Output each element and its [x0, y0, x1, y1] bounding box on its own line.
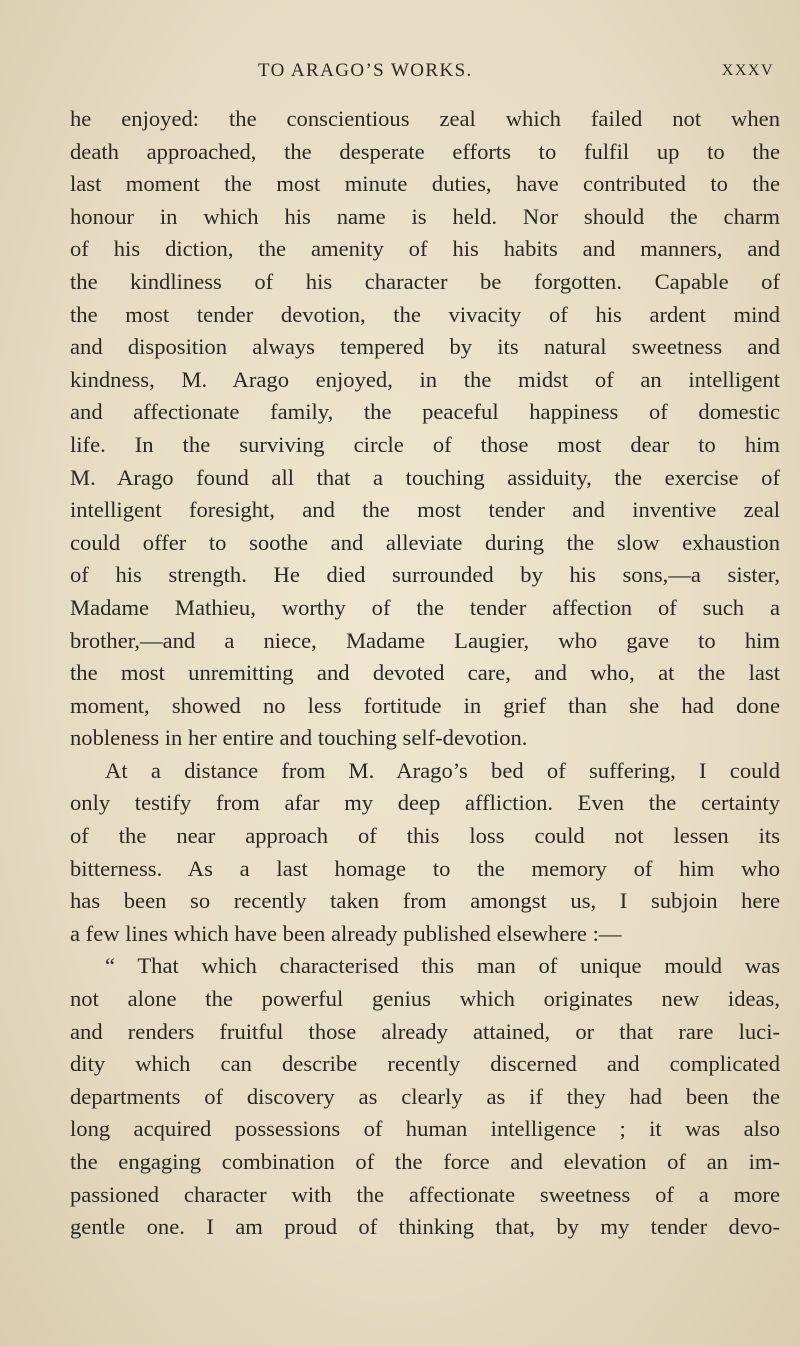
page-header [258, 60, 774, 94]
text-line: last moment the most minute duties, have contributed to the [70, 171, 780, 197]
text-line: the most tender devotion, the vivacity of his ardent mind [70, 301, 780, 327]
text-line: departments of discovery as clearly as if they had been the [70, 1083, 780, 1109]
text-line: of the near approach of this loss could not lessen its [70, 823, 780, 849]
text-line: and renders fruitful those already attained, or that rare luci- [70, 1018, 780, 1044]
text-line: passioned character with the affectionate sweetness of a more [70, 1181, 780, 1207]
text-line: honour in which his name is held. Nor should the charm [70, 203, 780, 229]
text-line: intelligent foresight, and the most tender and inventive zeal [70, 497, 780, 523]
body-text [70, 103, 780, 1244]
text-line: At a distance from M. Arago’s bed of suffering, I could [105, 757, 780, 783]
text-line: a few lines which have been already published elsewhere :— [70, 920, 622, 946]
text-line: the engaging combination of the force and elevation of an im- [70, 1149, 780, 1174]
text-line: bitterness. As a last homage to the memory of him who [70, 855, 780, 881]
text-line: the most unremitting and devoted care, and who, at the last [70, 660, 780, 686]
text-line: long acquired possessions of human intelligence ; it was also [70, 1116, 780, 1142]
text-line: and disposition always tempered by its natural sweetness and [70, 334, 780, 360]
text-line: kindness, M. Arago enjoyed, in the midst of an intelligent [70, 366, 780, 392]
text-line: of his diction, the amenity of his habits and manners, and [70, 236, 780, 262]
page-number: XXXV [721, 62, 774, 79]
text-line: M. Arago found all that a touching assiduity, the exercise of [70, 464, 780, 490]
text-line: not alone the powerful genius which originates new ideas, [70, 986, 780, 1012]
text-line: and affectionate family, the peaceful happiness of domestic [70, 399, 780, 425]
text-line: death approached, the desperate efforts to fulfil up to the [70, 138, 780, 164]
text-line: only testify from afar my deep affliction. Even the certainty [70, 790, 780, 816]
text-line: Madame Mathieu, worthy of the tender affection of such a [70, 594, 780, 620]
text-line: the kindliness of his character be forgotten. Capable of [70, 268, 780, 294]
text-line: could offer to soothe and alleviate during the slow exhaustion [70, 529, 780, 555]
running-head: TO ARAGO’S WORKS. [258, 60, 473, 81]
text-line: gentle one. I am proud of thinking that, by my tender devo- [70, 1214, 780, 1240]
text-line: has been so recently taken from amongst us, I subjoin here [70, 888, 780, 914]
text-line: nobleness in her entire and touching self-devotion. [70, 725, 528, 751]
text-line: moment, showed no less fortitude in grief than she had done [70, 692, 780, 718]
text-line: he enjoyed: the conscientious zeal which failed not when [70, 106, 780, 131]
text-line: “ That which characterised this man of unique mould was [105, 953, 780, 979]
text-line: dity which can describe recently discerned and complicated [70, 1051, 780, 1077]
text-line: of his strength. He died surrounded by his sons,—a sister, [70, 562, 780, 588]
text-line: brother,—and a niece, Madame Laugier, who gave to him [70, 627, 780, 653]
text-line: life. In the surviving circle of those most dear to him [70, 431, 780, 457]
